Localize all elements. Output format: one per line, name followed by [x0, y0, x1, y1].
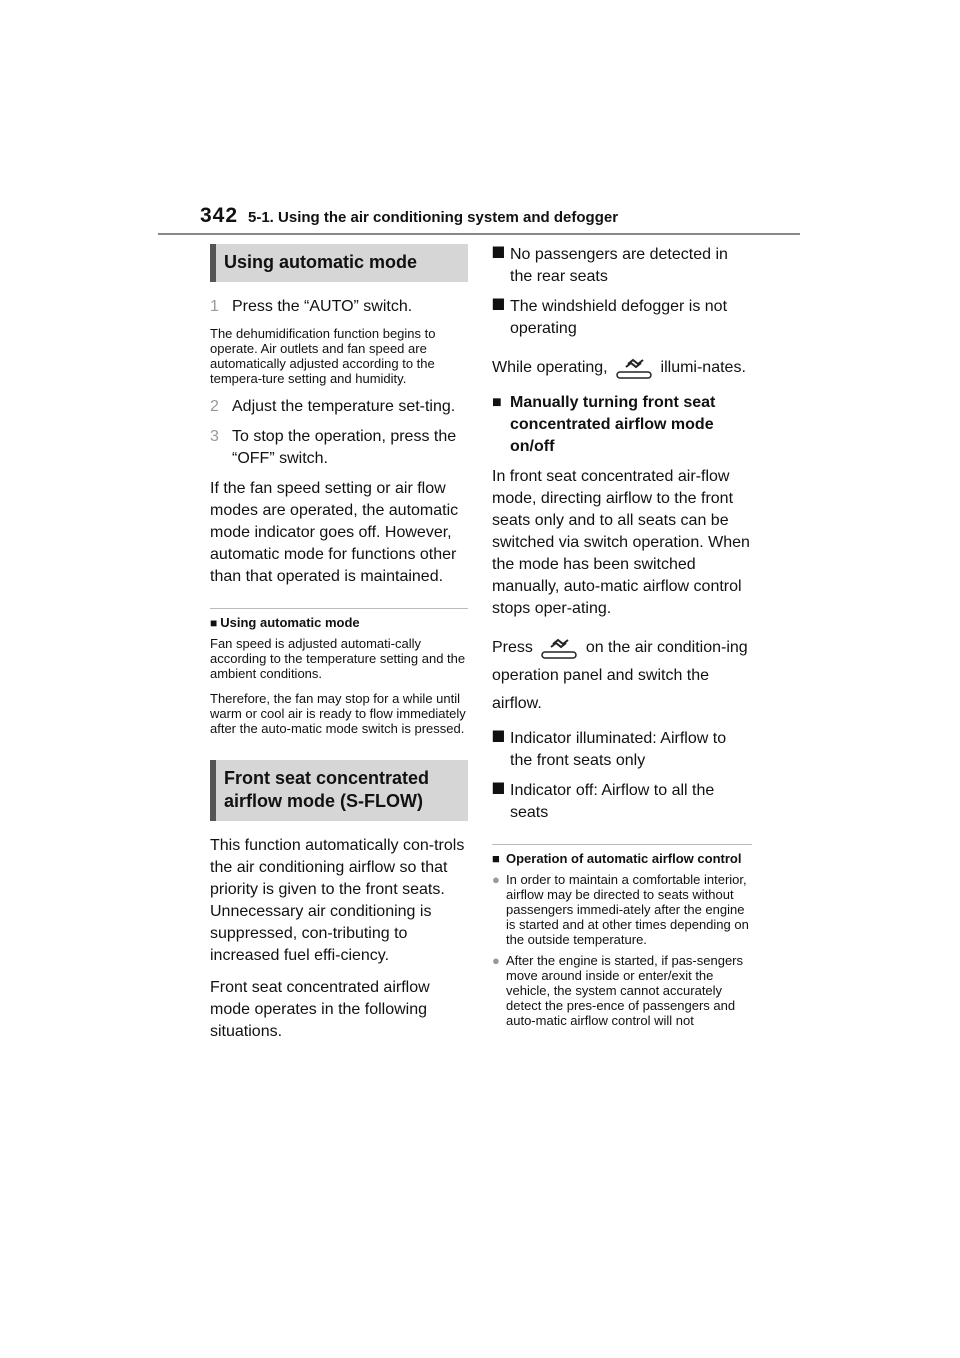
press-pre: Press [492, 639, 533, 656]
heading-automatic-mode: Using automatic mode [210, 244, 468, 282]
left-column [210, 244, 468, 1053]
page-header [200, 200, 800, 236]
press-post: on the air condition-ing operation panel and switch the airflow. [492, 639, 748, 712]
heading-sflow: Front seat concentrated airflow mode (S-FLOW) [210, 760, 468, 821]
auto-note-1: Fan speed is adjusted automati-cally according to the temperature setting and the ambient conditions. [210, 636, 466, 681]
divider [210, 608, 468, 609]
right-column [492, 244, 752, 1034]
seat-airflow-icon [539, 635, 579, 661]
dot-bullet-icon: ● [492, 872, 500, 887]
while-post: illumi-nates. [660, 359, 746, 376]
bullet-text: Indicator illuminated: Airflow to the front seats only [510, 730, 727, 769]
while-pre: While operating, [492, 359, 608, 376]
step-2 [210, 396, 468, 418]
bullet-text: The windshield defogger is not operating [510, 298, 728, 337]
square-bullet-icon: ■ [210, 616, 218, 630]
manual-paragraph: In front seat concentrated air-flow mode, directing airflow to the front seats only and to all seats can be switched via switch operation. When the mode has been switched manually, auto-matic airflow control stops oper-ating. [492, 468, 750, 617]
bullet-text: Indicator off: Airflow to all the seats [510, 782, 715, 821]
step-number: 3 [210, 428, 219, 445]
diamond-bullet-icon: ⯀ [492, 782, 505, 799]
sflow-paragraph-1: This function automatically con-trols the air conditioning airflow so that priority is given to the front seats. Unnecessary air conditioning is suppressed, con-tributing to increased fuel effi-ciency. [210, 837, 465, 964]
subheading-text: Using automatic mode [220, 615, 360, 630]
list-item [492, 296, 752, 340]
diamond-bullet-icon: ⯀ [492, 730, 505, 747]
note-text: In order to maintain a comfortable interior, airflow may be directed to seats without passengers immedi-ately after the engine is started and at other times depending on the outside temperature. [506, 872, 749, 947]
note-heading [492, 851, 752, 866]
subheading-automatic-mode [210, 615, 468, 630]
bullet-text: No passengers are detected in the rear seats [510, 246, 728, 285]
step-1 [210, 296, 468, 318]
list-item [492, 780, 752, 824]
step-3 [210, 426, 468, 470]
seat-airflow-icon [614, 355, 654, 381]
list-item [492, 728, 752, 772]
press-paragraph [492, 634, 752, 718]
step-text: Adjust the temperature set-ting. [232, 398, 456, 415]
dot-bullet-icon: ● [492, 953, 500, 968]
manual-heading-text: Manually turning front seat concentrated airflow mode on/off [510, 394, 716, 455]
section-title: 5-1. Using the air conditioning system and defogger [248, 209, 619, 226]
manual-heading [492, 392, 752, 458]
sflow-paragraph-2: Front seat concentrated airflow mode operates in the following situations. [210, 979, 430, 1040]
header-rule [158, 233, 800, 235]
page-number: 342 [200, 204, 239, 227]
note-item [492, 872, 752, 947]
square-bullet-icon: ■ [492, 851, 500, 866]
square-bullet-icon: ■ [492, 394, 502, 411]
auto-note-2: Therefore, the fan may stop for a while until warm or cool air is ready to flow immediately after the auto-matic mode switch is pressed. [210, 691, 466, 736]
step-text: Press the “AUTO” switch. [232, 298, 413, 315]
fan-speed-paragraph: If the fan speed setting or air flow modes are operated, the automatic mode indicator goes off. However, automatic mode for functions other than that operated is maintained. [210, 480, 459, 585]
step-text: To stop the operation, press the “OFF” switch. [232, 428, 457, 467]
step-number: 2 [210, 398, 219, 415]
list-item [492, 244, 752, 288]
step-1-note: The dehumidification function begins to operate. Air outlets and fan speed are automatically adjusted according to the tempera-ture setting and humidity. [210, 326, 436, 386]
while-operating-paragraph [492, 354, 752, 382]
step-number: 1 [210, 298, 219, 315]
note-heading-text: Operation of automatic airflow control [506, 851, 742, 866]
diamond-bullet-icon: ⯀ [492, 298, 505, 315]
note-item [492, 953, 752, 1028]
diamond-bullet-icon: ⯀ [492, 246, 505, 263]
divider [492, 844, 752, 845]
note-text: After the engine is started, if pas-sengers move around inside or enter/exit the vehicle, the system cannot accurately detect the pres-ence of passengers and auto-matic airflow control will not [506, 953, 744, 1028]
